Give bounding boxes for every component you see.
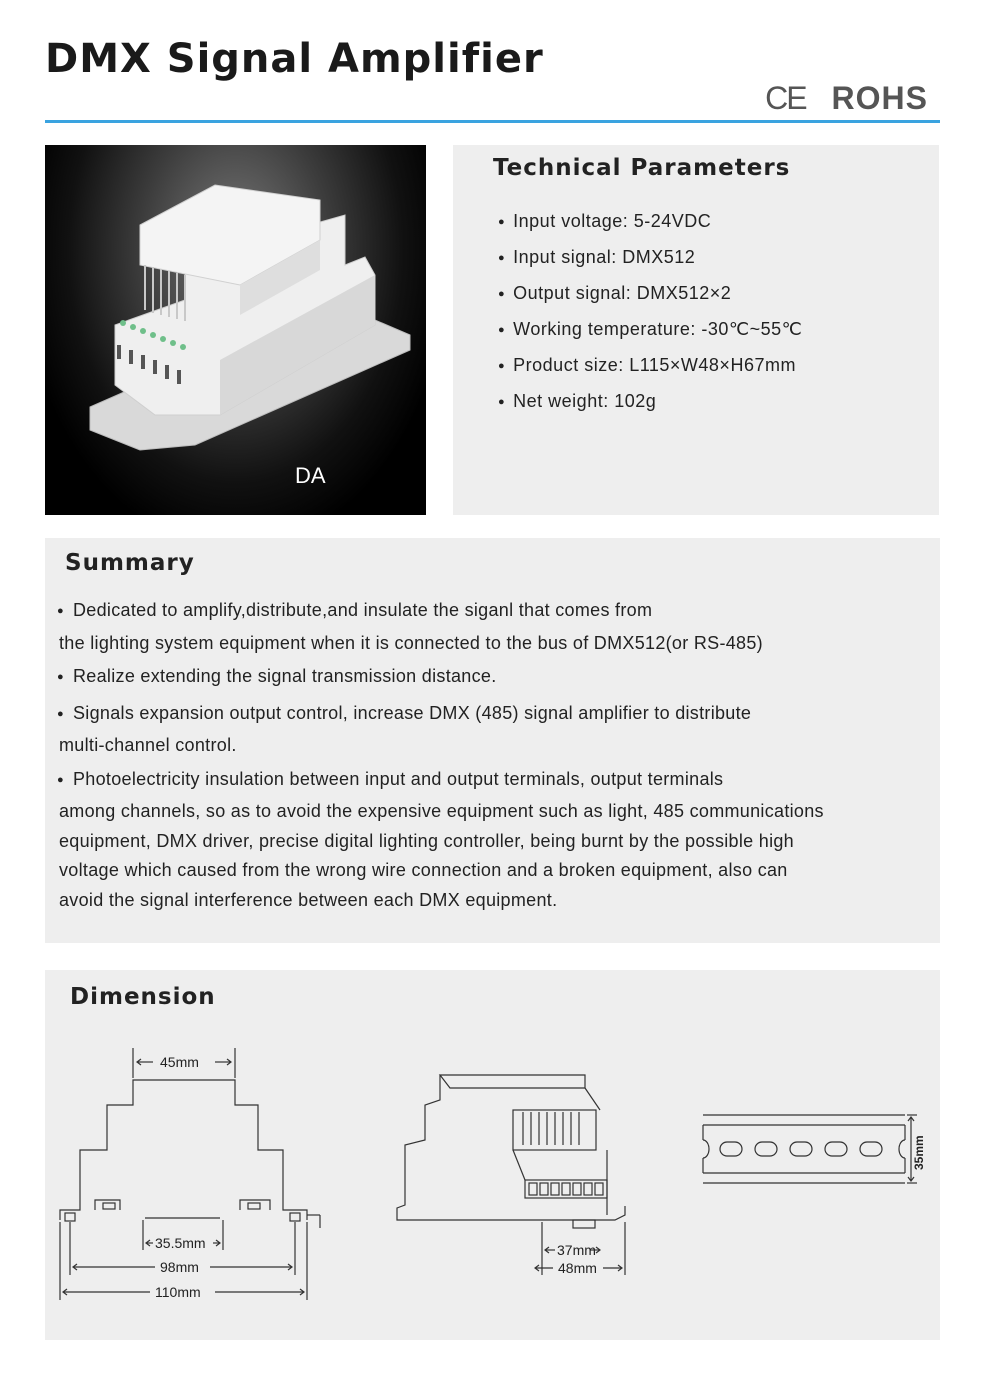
- summary-line: among channels, so as to avoid the expensive equipment such as light, 485 communications: [59, 801, 824, 821]
- summary-panel: [45, 538, 940, 943]
- summary-list: [57, 596, 927, 919]
- summary-item: ● Photoelectricity insulation between input and output terminals, output terminals among channels, so as to avoid the expensive equipment such as light, 485 communications equipment, DMX driver, precise digital lighting controller, being burnt by the possible high voltage which caused from the wrong wire connection and a broken equipment, also can avoid the signal interference between each DMX equipment.: [57, 765, 927, 916]
- tech-item: ● Product size: L115×W48×H67mm: [498, 349, 802, 385]
- tech-item: ● Output signal: DMX512×2: [498, 277, 802, 313]
- dim-rail-height: 35mm: [912, 1135, 926, 1170]
- product-illustration: [45, 145, 426, 515]
- summary-line: equipment, DMX driver, precise digital lighting controller, being burnt by the possible high: [59, 830, 794, 851]
- technical-heading: Technical Parameters: [493, 155, 791, 181]
- dimension-panel: [45, 970, 940, 1340]
- dim-inner-width: 35.5mm: [155, 1235, 206, 1251]
- tech-item: ● Input signal: DMX512: [498, 241, 802, 277]
- technical-list: [498, 205, 802, 421]
- side-view-outline: [397, 1075, 625, 1228]
- summary-line: Realize extending the signal transmission distance.: [73, 666, 497, 686]
- dimension-heading: Dimension: [70, 984, 216, 1010]
- dim-top-width: 45mm: [160, 1054, 199, 1070]
- summary-line: Signals expansion output control, increase DMX (485) signal amplifier to distribute: [73, 702, 752, 723]
- front-view-outline: [60, 1080, 307, 1220]
- summary-line: voltage which caused from the wrong wire connection and a broken equipment, also can: [59, 860, 788, 880]
- tech-item: ● Net weight: 102g: [498, 385, 802, 421]
- summary-line: avoid the signal interference between each DMX equipment.: [59, 889, 558, 910]
- din-rail-drawing: [703, 1115, 917, 1183]
- summary-heading: Summary: [65, 550, 195, 576]
- summary-line: the lighting system equipment when it is connected to the bus of DMX512(or RS-485): [59, 632, 763, 653]
- ce-mark: CE: [765, 80, 806, 116]
- dim-mid-width: 98mm: [160, 1259, 199, 1275]
- tech-item: ● Working temperature: -30℃~55℃: [498, 313, 802, 349]
- summary-item: ● Dedicated to amplify,distribute,and insulate the siganl that comes from the lighting system equipment when it is connected to the bus of DMX512(or RS-485): [57, 596, 927, 658]
- dim-total-width: 110mm: [155, 1284, 201, 1300]
- product-photo: [45, 145, 426, 515]
- certification-marks: [765, 80, 928, 117]
- summary-line: Dedicated to amplify,distribute,and insulate the siganl that comes from: [73, 600, 653, 620]
- tech-item: ● Input voltage: 5-24VDC: [498, 205, 802, 241]
- summary-line: multi-channel control.: [59, 735, 237, 755]
- title-underline: [45, 120, 940, 123]
- dim-depth-total: 48mm: [558, 1260, 597, 1276]
- page-title: DMX Signal Amplifier: [45, 36, 544, 82]
- product-model-label: DA: [295, 463, 326, 488]
- summary-item: ● Realize extending the signal transmission distance.: [57, 666, 497, 686]
- summary-item: ● Signals expansion output control, increase DMX (485) signal amplifier to distribute multi-channel control.: [57, 699, 927, 761]
- dim-depth-inner: 37mm: [557, 1242, 596, 1258]
- dimension-drawings: [45, 970, 940, 1340]
- summary-line: Photoelectricity insulation between input and output terminals, output terminals: [73, 768, 724, 789]
- technical-parameters-panel: [453, 145, 939, 515]
- rohs-mark: ROHS: [831, 80, 928, 116]
